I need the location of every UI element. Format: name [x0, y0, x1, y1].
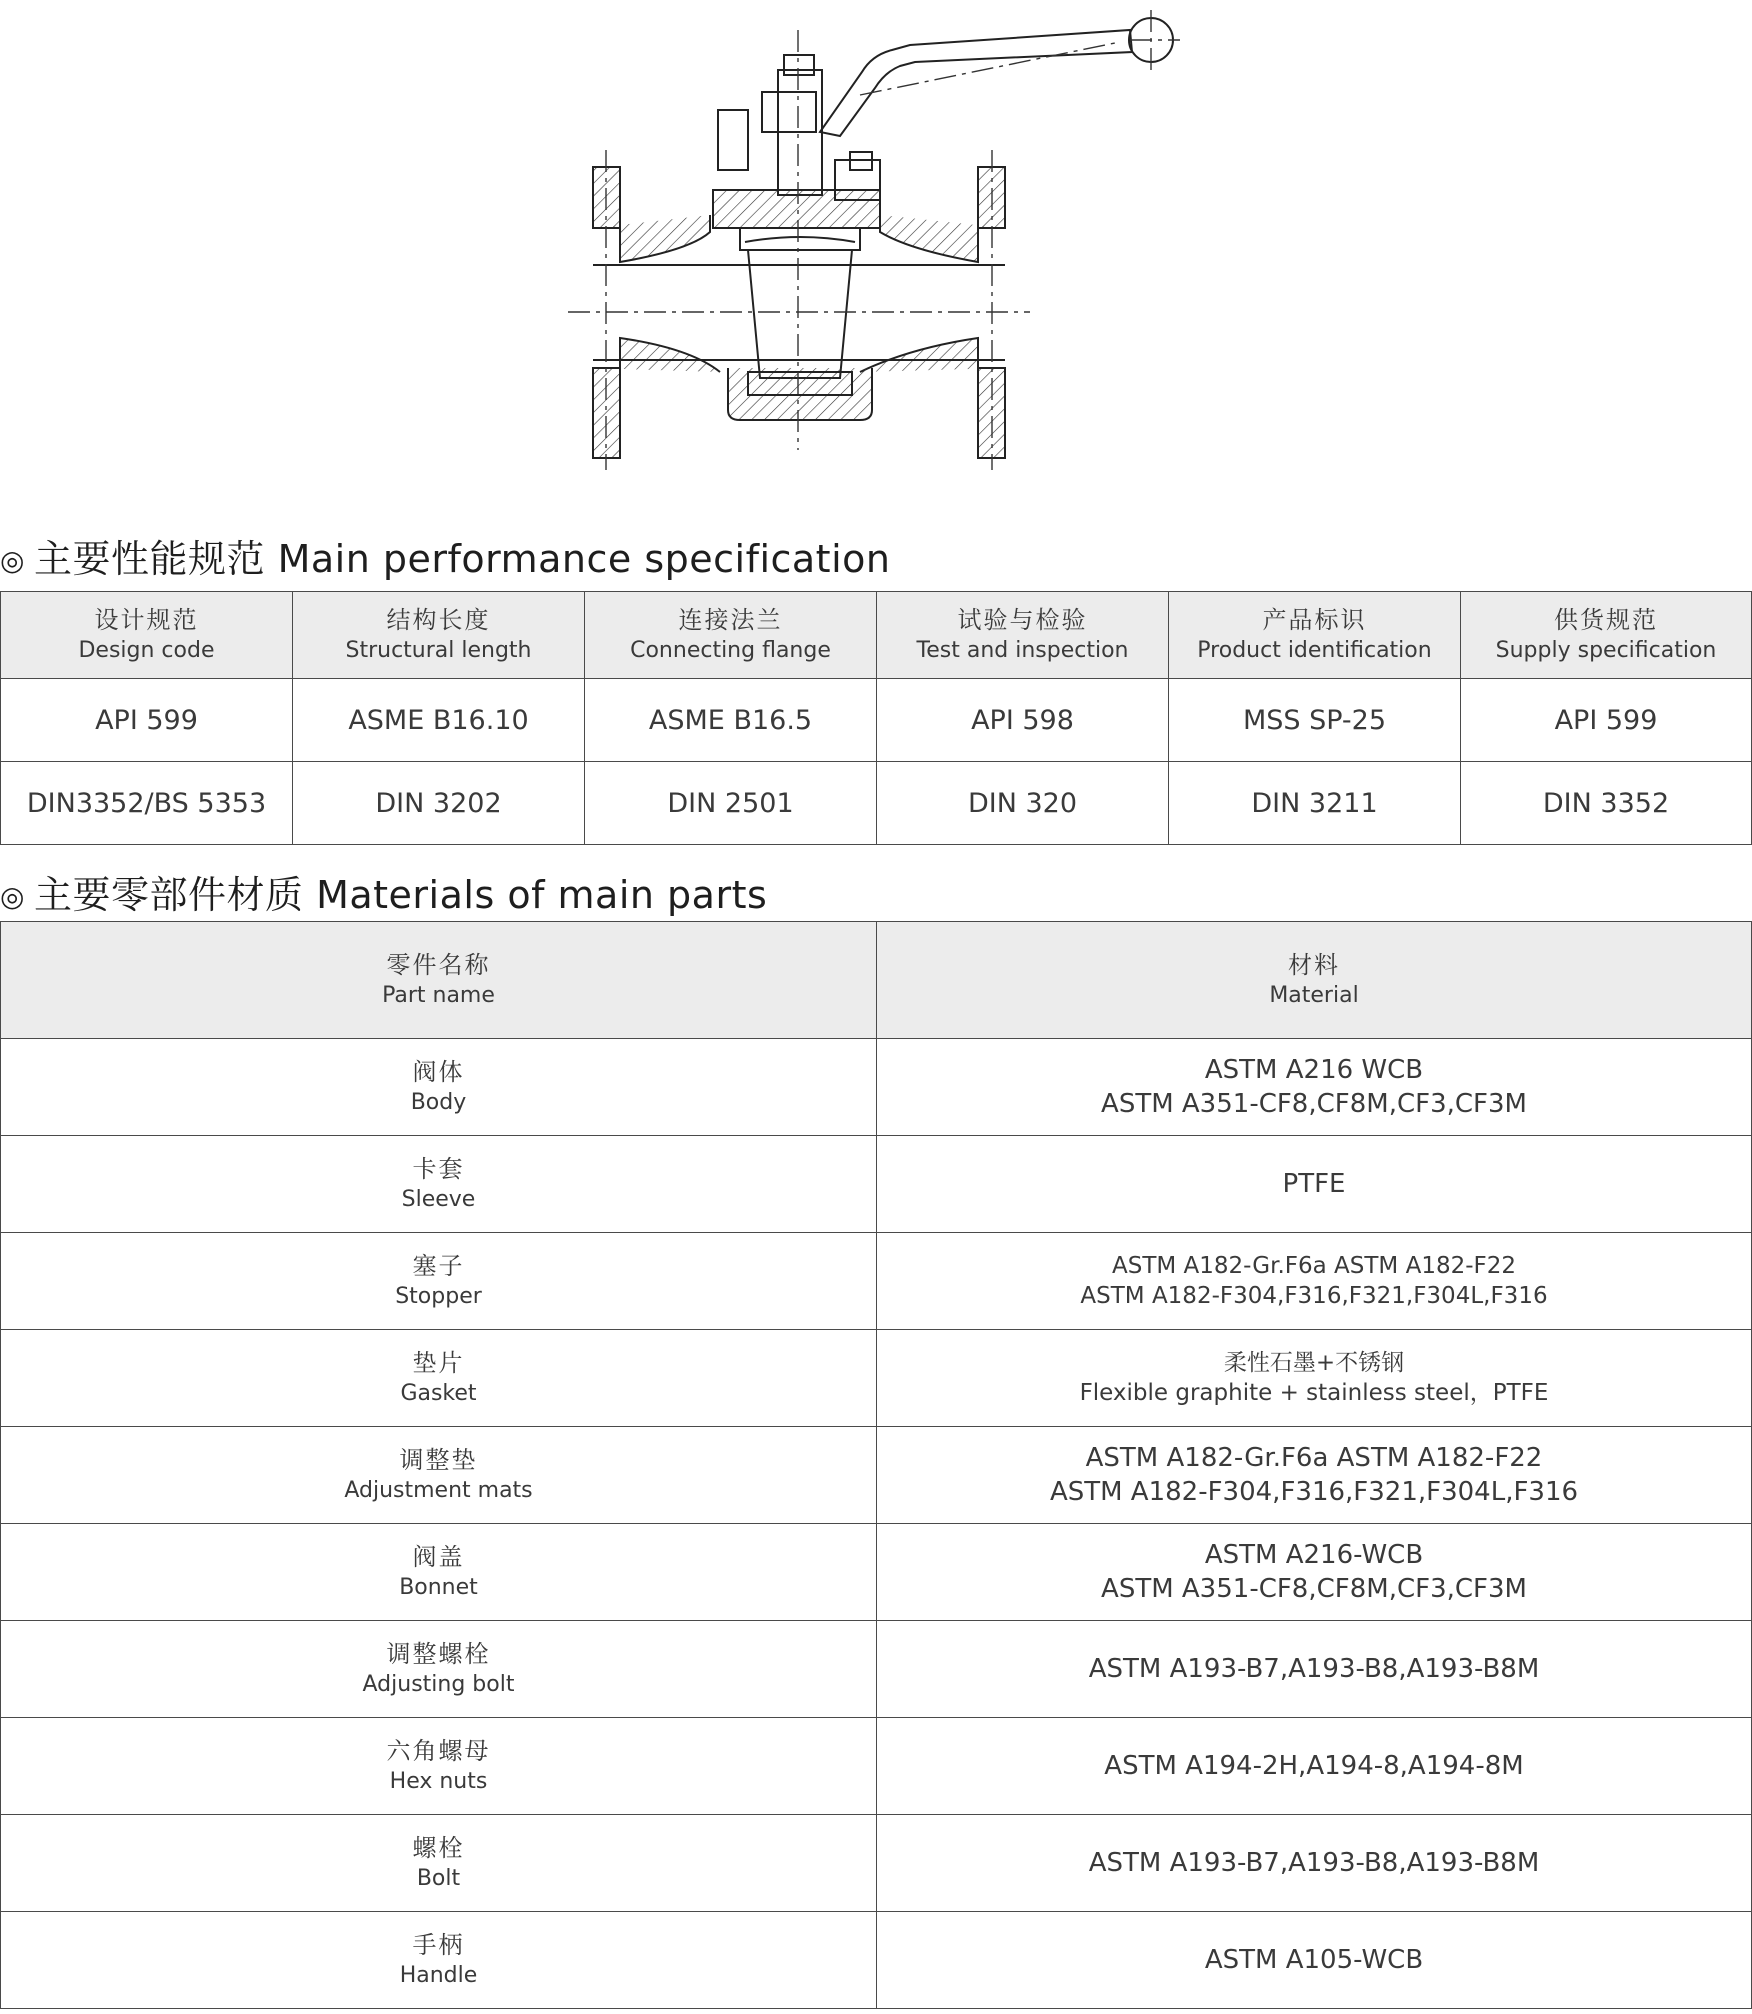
part-name-cell: 垫片 Gasket: [1, 1330, 877, 1427]
part-name-cell: 卡套 Sleeve: [1, 1136, 877, 1233]
table-row: [1, 1330, 1752, 1427]
material-cell: 柔性石墨+不锈钢 Flexible graphite + stainless steel，PTFE: [877, 1330, 1752, 1427]
material-cell: ASTM A182-Gr.F6a ASTM A182-F22 ASTM A182-F304,F316,F321,F304L,F316: [877, 1233, 1752, 1330]
circle-bullet-icon: ◎: [0, 880, 25, 913]
material-cell: ASTM A216 WCB ASTM A351-CF8,CF8M,CF3,CF3M: [877, 1039, 1752, 1136]
table-cell: DIN 3352: [1461, 762, 1752, 845]
part-name-cell: 调整螺栓 Adjusting bolt: [1, 1621, 877, 1718]
header-cell-material: 材料 Material: [877, 922, 1752, 1039]
header-cell: 供货规范 Supply specification: [1461, 592, 1752, 679]
table-row: [1, 762, 1752, 845]
circle-bullet-icon: ◎: [0, 544, 25, 577]
table-row: [1, 1912, 1752, 2009]
header-cell: 产品标识 Product identification: [1169, 592, 1461, 679]
performance-spec-table: [0, 591, 1752, 845]
table-row: [1, 1233, 1752, 1330]
section-title-text: 主要性能规范 Main performance specification: [34, 537, 891, 581]
table-header-row: [1, 592, 1752, 679]
table-row: [1, 1427, 1752, 1524]
table-cell: ASME B16.10: [293, 679, 585, 762]
valve-cross-section-drawing: [540, 0, 1200, 470]
table-cell: DIN 3211: [1169, 762, 1461, 845]
part-name-cell: 六角螺母 Hex nuts: [1, 1718, 877, 1815]
table-cell: DIN 3202: [293, 762, 585, 845]
table-row: [1, 1621, 1752, 1718]
table-cell: API 599: [1461, 679, 1752, 762]
part-name-cell: 塞子 Stopper: [1, 1233, 877, 1330]
part-name-cell: 阀体 Body: [1, 1039, 877, 1136]
material-cell: PTFE: [877, 1136, 1752, 1233]
material-cell: ASTM A194-2H,A194-8,A194-8M: [877, 1718, 1752, 1815]
section-title-performance: [0, 528, 890, 583]
part-name-cell: 螺栓 Bolt: [1, 1815, 877, 1912]
part-name-cell: 阀盖 Bonnet: [1, 1524, 877, 1621]
table-row: [1, 679, 1752, 762]
table-row: [1, 1039, 1752, 1136]
header-cell: 连接法兰 Connecting flange: [585, 592, 877, 679]
material-cell: ASTM A182-Gr.F6a ASTM A182-F22 ASTM A182-F304,F316,F321,F304L,F316: [877, 1427, 1752, 1524]
part-name-cell: 手柄 Handle: [1, 1912, 877, 2009]
materials-table: [0, 921, 1752, 2009]
table-cell: API 598: [877, 679, 1169, 762]
table-row: [1, 1718, 1752, 1815]
material-cell: ASTM A193-B7,A193-B8,A193-B8M: [877, 1621, 1752, 1718]
table-row: [1, 1815, 1752, 1912]
material-cell: ASTM A216-WCB ASTM A351-CF8,CF8M,CF3,CF3M: [877, 1524, 1752, 1621]
table-row: [1, 1524, 1752, 1621]
table-cell: DIN 320: [877, 762, 1169, 845]
material-cell: ASTM A105-WCB: [877, 1912, 1752, 2009]
section-title-materials: [0, 864, 767, 919]
table-cell: ASME B16.5: [585, 679, 877, 762]
table-cell: MSS SP-25: [1169, 679, 1461, 762]
header-cell-part-name: 零件名称 Part name: [1, 922, 877, 1039]
header-cell: 试验与检验 Test and inspection: [877, 592, 1169, 679]
table-cell: DIN3352/BS 5353: [1, 762, 293, 845]
section-title-text: 主要零部件材质 Materials of main parts: [34, 873, 768, 917]
part-name-cell: 调整垫 Adjustment mats: [1, 1427, 877, 1524]
header-cell: 结构长度 Structural length: [293, 592, 585, 679]
header-cell: 设计规范 Design code: [1, 592, 293, 679]
material-cell: ASTM A193-B7,A193-B8,A193-B8M: [877, 1815, 1752, 1912]
table-header-row: [1, 922, 1752, 1039]
table-cell: DIN 2501: [585, 762, 877, 845]
table-cell: API 599: [1, 679, 293, 762]
table-row: [1, 1136, 1752, 1233]
